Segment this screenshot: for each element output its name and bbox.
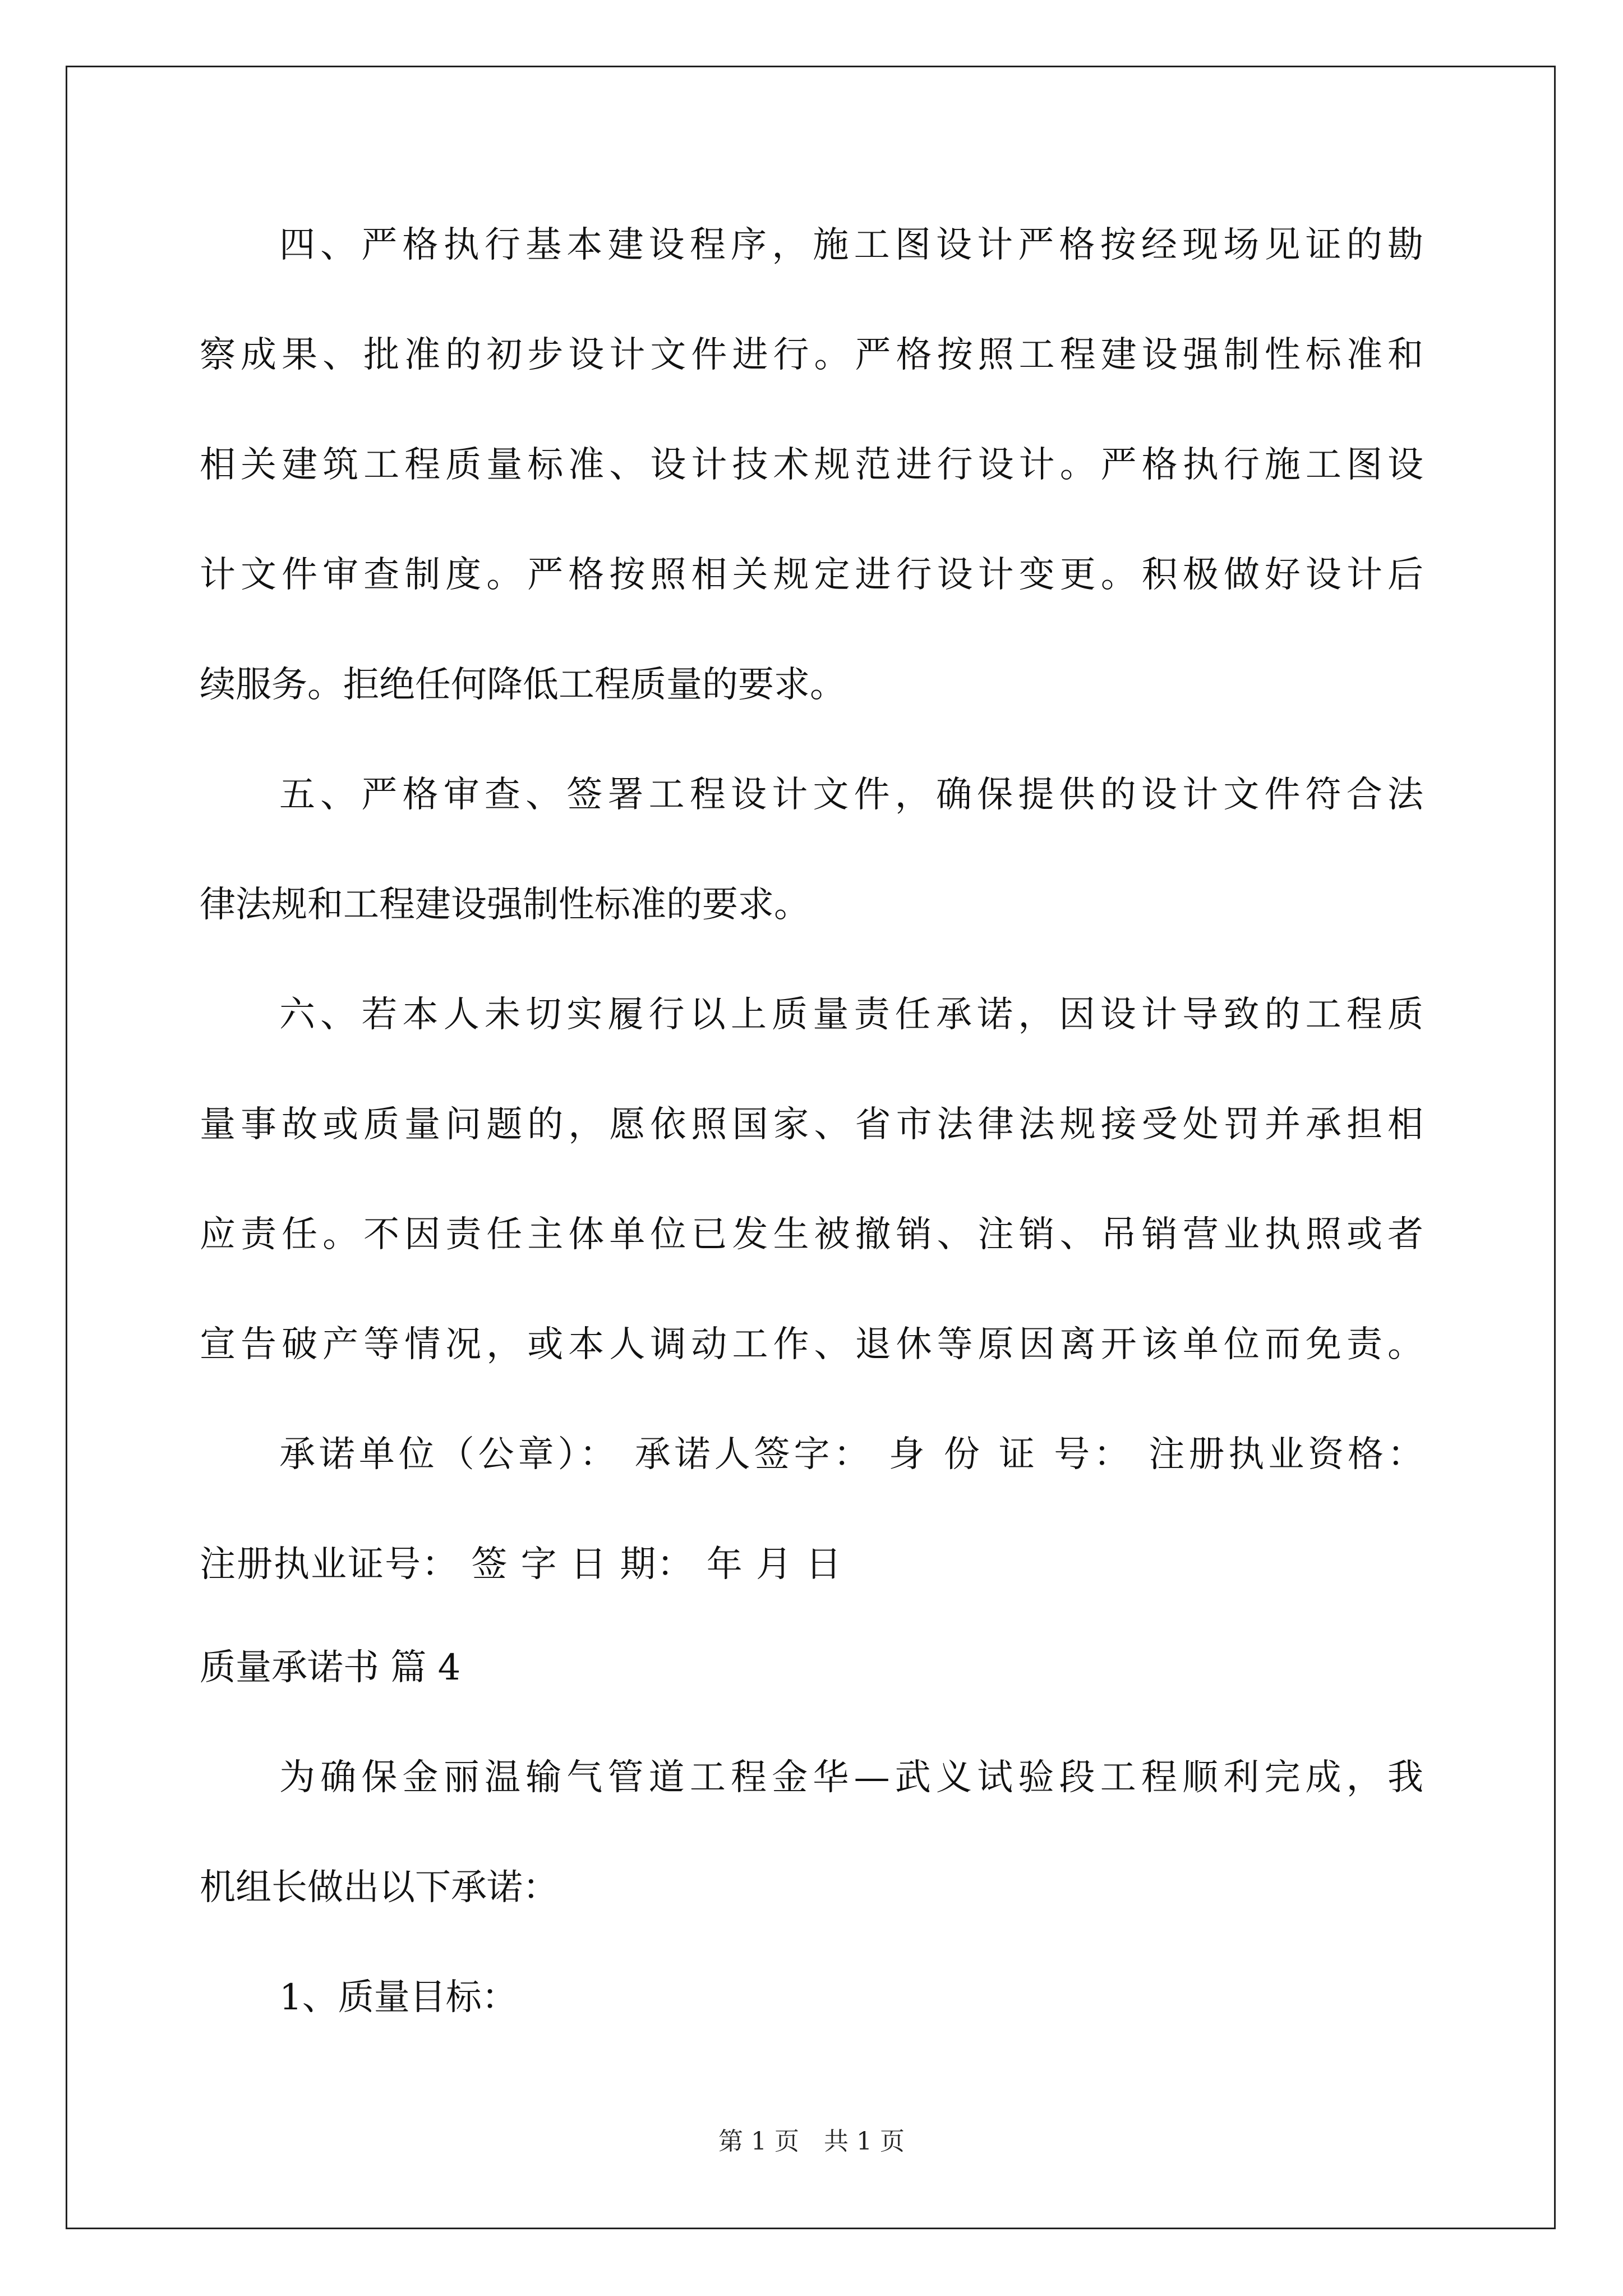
signature-fields-line-1: 承诺单位（公章）： 承诺人签字： 身 份 证 号： 注册执业资格： bbox=[279, 1434, 1423, 1475]
paragraph-4-line-1: 四、严格执行基本建设程序，施工图设计严格按经现场见证的勘 bbox=[279, 224, 1423, 266]
paragraph-4-line-3: 相关建筑工程质量标准、设计技术规范进行设计。严格执行施工图设 bbox=[200, 444, 1423, 486]
paragraph-4-line-2: 察成果、批准的初步设计文件进行。严格按照工程建设强制性标准和 bbox=[200, 334, 1423, 376]
quality-target-heading: 1、质量目标： bbox=[279, 1977, 518, 2018]
section-heading: 质量承诺书 篇 4 bbox=[200, 1647, 461, 1688]
paragraph-4-line-4: 计文件审查制度。严格按照相关规定进行设计变更。积极做好设计后 bbox=[200, 554, 1423, 596]
intro-line-2: 机组长做出以下承诺： bbox=[200, 1867, 559, 1908]
paragraph-4-line-5: 续服务。拒绝任何降低工程质量的要求。 bbox=[200, 664, 846, 706]
paragraph-6-line-4: 宣告破产等情况，或本人调动工作、退休等原因离开该单位而免责。 bbox=[200, 1324, 1423, 1365]
paragraph-6-line-1: 六、若本人未切实履行以上质量责任承诺，因设计导致的工程质 bbox=[279, 994, 1423, 1036]
paragraph-5-line-2: 律法规和工程建设强制性标准的要求。 bbox=[200, 884, 810, 926]
paragraph-6-line-2: 量事故或质量问题的，愿依照国家、省市法律法规接受处罚并承担相 bbox=[200, 1104, 1423, 1145]
paragraph-6-line-3: 应责任。不因责任主体单位已发生被撤销、注销、吊销营业执照或者 bbox=[200, 1214, 1423, 1255]
paragraph-5-line-1: 五、严格审查、签署工程设计文件，确保提供的设计文件符合法 bbox=[279, 774, 1423, 816]
intro-line-1: 为确保金丽温输气管道工程金华—武义试验段工程顺利完成，我 bbox=[279, 1757, 1423, 1798]
signature-fields-line-2: 注册执业证号： 签 字 日 期： 年 月 日 bbox=[200, 1544, 843, 1585]
page-number-footer: 第 1 页 共 1 页 bbox=[718, 2127, 905, 2156]
